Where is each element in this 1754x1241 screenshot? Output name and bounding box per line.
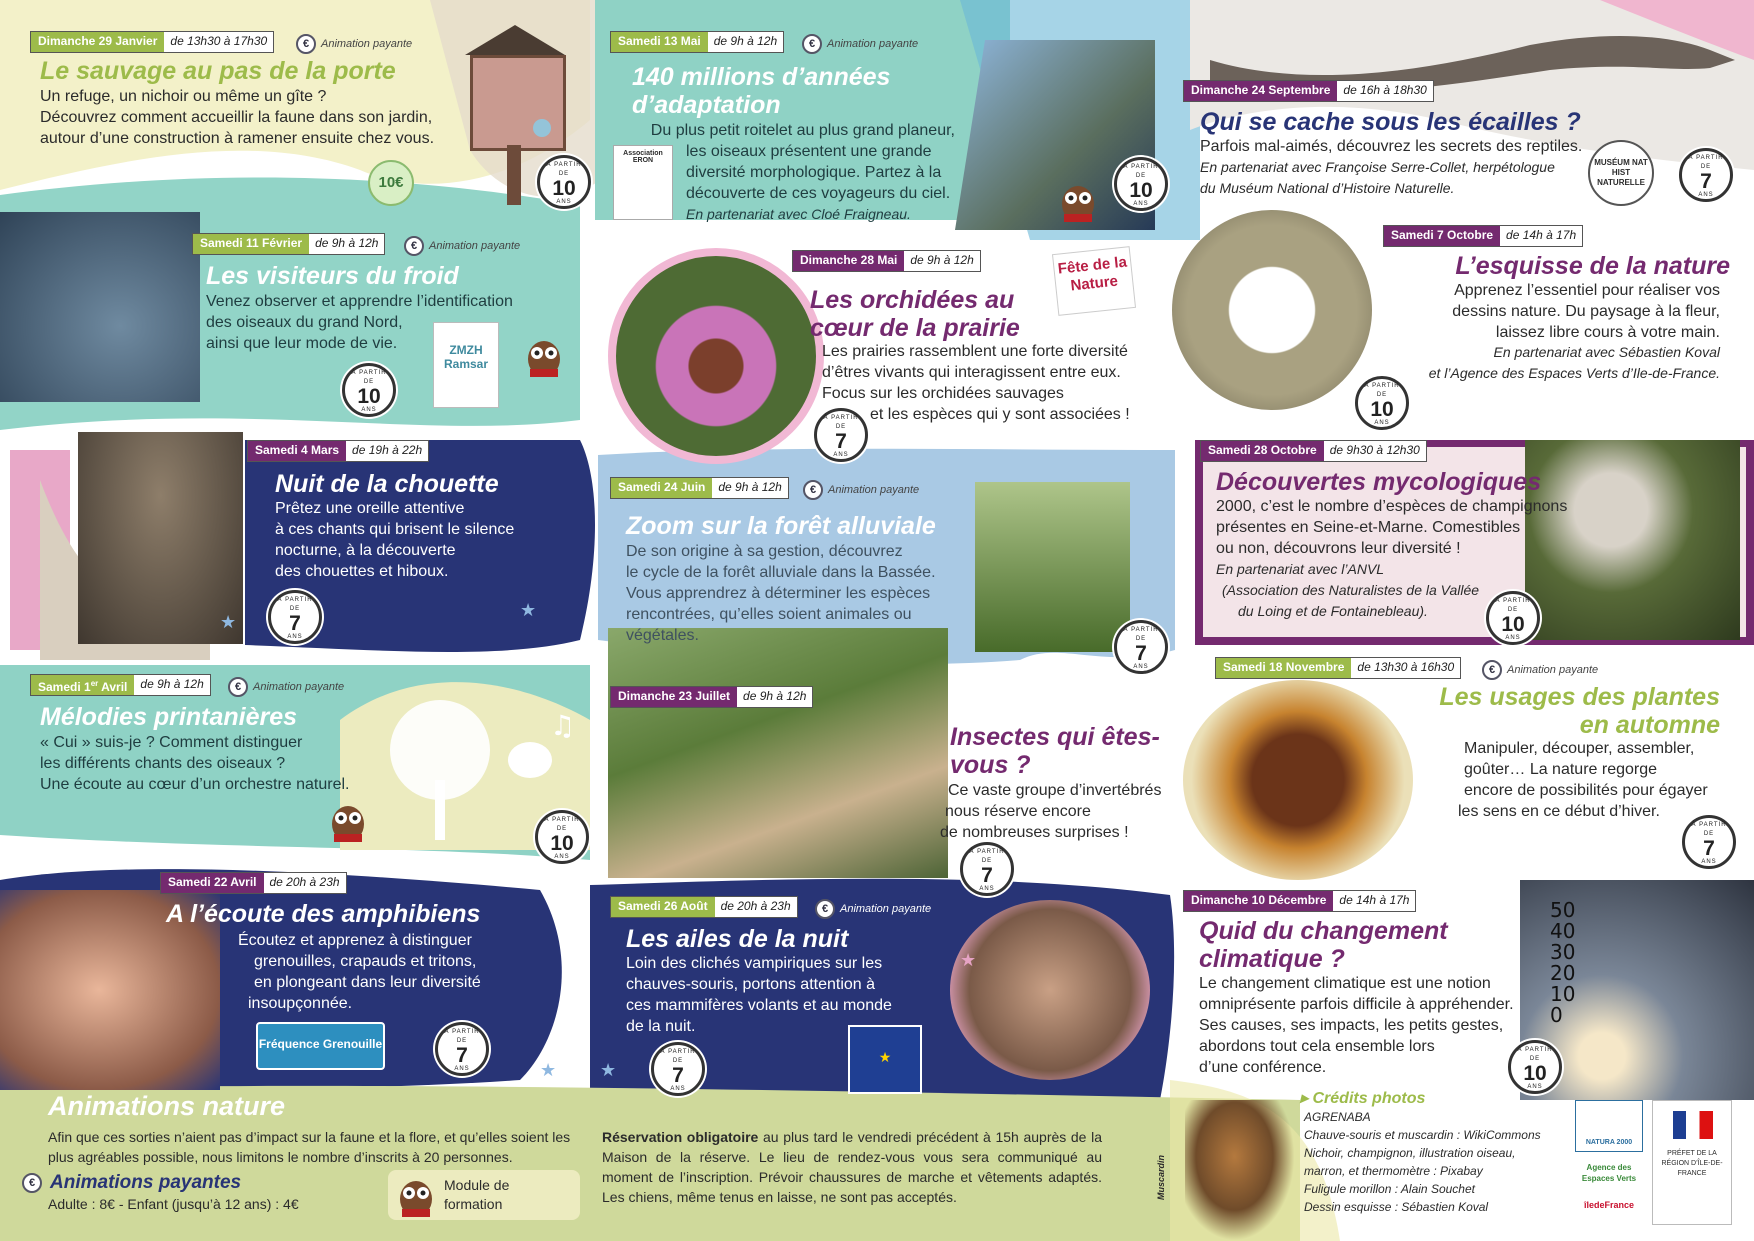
text-line: Un refuge, un nichoir ou même un gîte ? xyxy=(40,88,327,105)
sketch-photo xyxy=(1172,210,1372,410)
paid-indicator xyxy=(1482,660,1598,680)
age-value: 10 xyxy=(357,385,381,408)
euro-icon: € xyxy=(815,899,835,919)
event-date-badge xyxy=(1183,80,1434,102)
text-line: les oiseaux présentent une grande xyxy=(686,143,932,160)
age-top-label: À PARTIR DE xyxy=(1364,383,1400,398)
age-bottom-label: ANS xyxy=(287,634,303,640)
owl-icon xyxy=(328,800,368,844)
credit-line: AGRENABA xyxy=(1304,1110,1371,1124)
thermometer-tick: 20 xyxy=(1550,961,1576,985)
age-badge xyxy=(651,1042,705,1096)
reservation-text xyxy=(602,1127,1102,1207)
text-line: végétales. xyxy=(626,627,699,644)
thermometer-tick: 40 xyxy=(1550,919,1576,943)
event-description xyxy=(630,120,955,225)
price-badge: 10€ xyxy=(368,160,414,206)
event-title: L’esquisse de la nature xyxy=(1455,252,1730,280)
text-line: nocturne, à la découverte xyxy=(275,542,456,559)
age-value: 7 xyxy=(672,1064,684,1087)
event-hours: de 9h à 12h xyxy=(904,251,979,271)
thermometer-tick: 30 xyxy=(1550,940,1576,964)
credits-list xyxy=(1304,1108,1541,1216)
event-title: Les visiteurs du froid xyxy=(206,262,459,290)
event-date: Dimanche 29 Janvier xyxy=(31,32,164,52)
event-date-badge xyxy=(610,477,789,499)
event-title: A l’écoute des amphibiens xyxy=(166,900,481,928)
paid-label: Animation payante xyxy=(321,38,413,50)
credit-line: Chauve-souris et muscardin : WikiCommons xyxy=(1304,1128,1541,1142)
event-description xyxy=(275,498,514,582)
event-title: Insectes qui êtes-vous ? xyxy=(950,723,1160,779)
event-date: Samedi 4 Mars xyxy=(248,441,346,461)
age-top-label: À PARTIR DE xyxy=(1688,155,1724,170)
age-top-label: À PARTIR DE xyxy=(546,162,582,177)
event-hours: de 9h à 12h xyxy=(712,478,787,498)
paid-label: Animation payante xyxy=(253,681,345,693)
event-description xyxy=(1200,136,1582,199)
text-line: Parfois mal-aimés, découvrez les secrets des reptiles. xyxy=(1200,138,1583,155)
text-line: Loin des clichés vampiriques sur les xyxy=(626,955,883,972)
price-list: Adulte : 8€ - Enfant (jusqu’à 12 ans) : 4€ xyxy=(48,1196,299,1212)
euro-icon: € xyxy=(1482,660,1502,680)
age-top-label: À PARTIR DE xyxy=(1691,822,1727,837)
age-value: 10 xyxy=(1370,398,1394,421)
duck-photo xyxy=(0,212,200,402)
text-line: goûter… La nature regorge xyxy=(1464,761,1658,778)
event-date-badge xyxy=(1215,657,1461,679)
event-hours: de 9h à 12h xyxy=(708,32,783,52)
footer-intro: Afin que ces sorties n’aient pas d’impact sur la faune et la flore, et qu’elles soient les plus agréables possible, nous limitons le nombre d’inscrits à 20 personnes. xyxy=(48,1129,571,1165)
partner-text: En partenariat avec l’ANVL xyxy=(1216,561,1385,577)
text-line: nous réserve encore xyxy=(945,803,1091,820)
age-value: 7 xyxy=(1135,642,1147,665)
event-date: Samedi 11 Février xyxy=(193,234,309,254)
chestnut-photo xyxy=(1183,680,1413,880)
event-date: Dimanche 23 Juillet xyxy=(611,687,737,707)
thermometer-tick: 0 xyxy=(1550,1003,1563,1027)
age-badge xyxy=(537,155,591,209)
event-hours: de 19h à 22h xyxy=(346,441,428,461)
text-line: découverte de ces voyageurs du ciel. xyxy=(686,185,951,202)
paid-label: Animation payante xyxy=(827,38,919,50)
text-line: Prêtez une oreille attentive xyxy=(275,500,465,517)
museum-logo: MUSÉUM NAT HIST NATURELLE xyxy=(1588,140,1654,206)
fete-de-la-nature-logo: Fête de la Nature xyxy=(1052,246,1136,316)
paid-label: Animation payante xyxy=(429,240,521,252)
age-value: 10 xyxy=(550,832,574,855)
text-line: en plongeant dans leur diversité xyxy=(254,974,481,991)
event-date: Samedi 7 Octobre xyxy=(1384,226,1500,246)
event-date-badge xyxy=(610,686,813,708)
credits-title: ▸ Crédits photos xyxy=(1300,1090,1426,1107)
age-badge xyxy=(1486,591,1540,645)
age-bottom-label: ANS xyxy=(670,1086,686,1092)
age-bottom-label: ANS xyxy=(1374,420,1390,426)
credit-line: marron, et thermomètre : Pixabay xyxy=(1304,1164,1483,1178)
text-line: les sens en ce début d’hiver. xyxy=(1458,803,1660,820)
age-bottom-label: ANS xyxy=(1527,1084,1543,1090)
owl-icon xyxy=(1058,180,1098,224)
text-line: des chouettes et hiboux. xyxy=(275,563,449,580)
text-line: chauves-souris, portons attention à xyxy=(626,976,876,993)
paid-indicator xyxy=(803,480,919,500)
text-line: Venez observer et apprendre l’identification xyxy=(206,293,513,310)
age-top-label: À PARTIR DE xyxy=(969,849,1005,864)
age-top-label: À PARTIR DE xyxy=(660,1049,696,1064)
date-superscript: er xyxy=(90,679,99,688)
credits-title-text: Crédits photos xyxy=(1312,1090,1426,1107)
paid-label: Animation payante xyxy=(1507,664,1599,676)
event-hours: de 14h à 17h xyxy=(1333,891,1415,911)
event-date: Samedi 13 Mai xyxy=(611,32,708,52)
text-line: ainsi que leur mode de vie. xyxy=(206,335,398,352)
text-line: ces mammifères volants et au monde xyxy=(626,997,892,1014)
event-date-badge xyxy=(30,674,211,696)
aev-logo: Agence des Espaces Verts xyxy=(1575,1158,1643,1196)
text-line: les différents chants des oiseaux ? xyxy=(40,755,286,772)
text-line: d’une conférence. xyxy=(1199,1059,1327,1076)
text-line: laissez libre cours à votre main. xyxy=(1495,324,1720,341)
age-value: 10 xyxy=(1129,179,1153,202)
text-line: encore de possibilités pour égayer xyxy=(1464,782,1708,799)
text-line: Du plus petit roitelet au plus grand planeur, xyxy=(650,122,955,139)
text-line: Découvrez comment accueillir la faune dans son jardin, xyxy=(40,109,433,126)
event-hours: de 14h à 17h xyxy=(1500,226,1582,246)
module-label: Module de formation xyxy=(444,1177,510,1212)
paid-label: Animation payante xyxy=(840,903,932,915)
euro-icon: € xyxy=(228,677,248,697)
euro-icon: € xyxy=(803,480,823,500)
event-description xyxy=(940,780,1180,843)
credit-line: Fuligule morillon : Alain Souchet xyxy=(1304,1182,1475,1196)
event-title: Zoom sur la forêt alluviale xyxy=(626,512,936,540)
event-date: Dimanche 10 Décembre xyxy=(1184,891,1333,911)
thermometer-tick: 10 xyxy=(1550,982,1576,1006)
text-line: diversité morphologique. Partez à la xyxy=(686,164,942,181)
age-top-label: À PARTIR DE xyxy=(277,597,313,612)
event-description xyxy=(626,541,959,646)
age-value: 7 xyxy=(289,612,301,635)
association-eron-logo: Association ERON xyxy=(613,145,673,220)
text-line: des oiseaux du grand Nord, xyxy=(206,314,403,331)
paid-indicator xyxy=(228,677,344,697)
age-bottom-label: ANS xyxy=(1698,192,1714,198)
dormouse-photo xyxy=(1185,1100,1295,1241)
text-line: Vous apprendrez à déterminer les espèces xyxy=(626,585,931,602)
age-top-label: À PARTIR DE xyxy=(1495,598,1531,613)
age-badge xyxy=(342,363,396,417)
frequence-grenouille-logo: Fréquence Grenouille xyxy=(256,1022,385,1070)
partner-text: (Association des Naturalistes de la Vallée xyxy=(1222,582,1480,598)
partner-text: du Muséum National d’Histoire Naturelle. xyxy=(1200,180,1455,196)
age-top-label: À PARTIR DE xyxy=(444,1029,480,1044)
event-date: Dimanche 28 Mai xyxy=(793,251,904,271)
event-description xyxy=(40,732,350,795)
event-hours: de 9h à 12h xyxy=(134,675,209,695)
orchid-photo xyxy=(608,248,824,464)
credit-line: Nichoir, champignon, illustration oiseau, xyxy=(1304,1146,1516,1160)
event-title: Qui se cache sous les écailles ? xyxy=(1200,108,1581,136)
age-top-label: À PARTIR DE xyxy=(1517,1047,1553,1062)
event-hours: de 9h à 12h xyxy=(309,234,384,254)
muscardin-caption: Muscardin xyxy=(1156,1154,1166,1200)
age-top-label: À PARTIR DE xyxy=(1123,627,1159,642)
text-line: « Cui » suis-je ? Comment distinguer xyxy=(40,734,303,751)
age-badge xyxy=(1114,157,1168,211)
partner-text: et l’Agence des Espaces Verts d’Ile-de-France. xyxy=(1428,365,1720,381)
partner-text: En partenariat avec Sébastien Koval xyxy=(1493,344,1720,360)
age-badge xyxy=(435,1022,489,1076)
forest-photo xyxy=(975,482,1130,652)
age-badge xyxy=(268,590,322,644)
event-partner xyxy=(1380,342,1720,384)
event-title: Les ailes de la nuit xyxy=(626,925,849,953)
text-line: ou non, découvrons leur diversité ! xyxy=(1216,540,1461,557)
owl-photo xyxy=(78,432,243,644)
age-value: 7 xyxy=(456,1044,468,1067)
owl-icon xyxy=(396,1175,436,1219)
star-icon: ★ xyxy=(540,1060,557,1080)
star-icon: ★ xyxy=(600,1060,617,1080)
age-value: 10 xyxy=(552,177,576,200)
age-value: 7 xyxy=(1703,837,1715,860)
age-bottom-label: ANS xyxy=(554,854,570,860)
event-date: Samedi 22 Avril xyxy=(161,873,264,893)
text-line: Ce vaste groupe d’invertébrés xyxy=(948,782,1162,799)
age-badge xyxy=(1682,815,1736,869)
euro-icon: € xyxy=(296,34,316,54)
svg-text:♫: ♫ xyxy=(550,709,576,742)
text-line: Focus sur les orchidées sauvages xyxy=(822,385,1064,402)
age-bottom-label: ANS xyxy=(454,1066,470,1072)
event-date-badge xyxy=(1200,440,1427,462)
text-line: Apprenez l’essentiel pour réaliser vos xyxy=(1454,282,1720,299)
text-line: 2000, c’est le nombre d’espèces de champignons xyxy=(1216,498,1568,515)
age-badge xyxy=(1508,1040,1562,1094)
zmzh-ramsar-logo: ZMZH Ramsar xyxy=(433,322,499,408)
event-title: Découvertes mycologiques xyxy=(1216,468,1542,496)
text-line: grenouilles, crapauds et tritons, xyxy=(254,953,477,970)
text-line: Ses causes, ses impacts, les petits gestes, xyxy=(1199,1017,1504,1034)
text-line: et les espèces qui y sont associées ! xyxy=(870,406,1130,423)
prefet-logo xyxy=(1652,1100,1732,1225)
text-line: dessins nature. Du paysage à la fleur, xyxy=(1452,303,1720,320)
event-date-month: Avril xyxy=(98,680,128,694)
text-line: rencontrées, qu’elles soient animales ou xyxy=(626,606,912,623)
star-icon: ★ xyxy=(520,600,537,620)
text-line: Les prairies rassemblent une forte diversité xyxy=(822,343,1128,360)
age-bottom-label: ANS xyxy=(361,407,377,413)
paid-legend xyxy=(22,1172,241,1194)
text-line: d’êtres vivants qui interagissent entre eux. xyxy=(822,364,1121,381)
event-title: Nuit de la chouette xyxy=(275,470,499,498)
age-badge xyxy=(1355,376,1409,430)
event-title: Les orchidées au cœur de la prairie xyxy=(810,286,1020,342)
event-hours: de 9h30 à 12h30 xyxy=(1324,441,1426,461)
event-hours: de 13h30 à 16h30 xyxy=(1351,658,1460,678)
euro-icon: € xyxy=(22,1173,42,1193)
event-description xyxy=(238,930,481,1014)
age-bottom-label: ANS xyxy=(1133,201,1149,207)
insect-hunt-photo xyxy=(608,628,948,878)
paid-label: Animation payante xyxy=(828,484,920,496)
event-hours: de 13h30 à 17h30 xyxy=(164,32,273,52)
owl-icon xyxy=(524,335,564,379)
partner-text: du Loing et de Fontainebleau). xyxy=(1238,603,1428,619)
event-description xyxy=(1458,738,1708,822)
event-date-badge xyxy=(610,31,784,53)
age-value: 10 xyxy=(1523,1062,1547,1085)
text-line: de nombreuses surprises ! xyxy=(940,824,1129,841)
event-date: Samedi 24 Juin xyxy=(611,478,712,498)
age-bottom-label: ANS xyxy=(1133,664,1149,670)
natura2000-logo: NATURA 2000 xyxy=(1575,1100,1643,1152)
event-date: Samedi 28 Octobre xyxy=(1201,441,1324,461)
event-date-badge xyxy=(1383,225,1583,247)
age-top-label: À PARTIR DE xyxy=(823,415,859,430)
paid-indicator xyxy=(296,34,412,54)
reservation-bold: Réservation obligatoire xyxy=(602,1129,759,1145)
event-date-badge xyxy=(247,440,429,462)
event-date: Samedi 26 Août xyxy=(611,897,715,917)
age-top-label: À PARTIR DE xyxy=(351,370,387,385)
age-bottom-label: ANS xyxy=(1701,859,1717,865)
text-line: Le changement climatique est une notion xyxy=(1199,975,1491,992)
euro-icon: € xyxy=(802,34,822,54)
event-description xyxy=(1199,973,1514,1078)
paid-indicator xyxy=(404,236,520,256)
paid-indicator xyxy=(802,34,918,54)
event-hours: de 20h à 23h xyxy=(264,873,346,893)
event-title: 140 millions d’années d’adaptation xyxy=(632,63,891,119)
event-title: Quid du changement climatique ? xyxy=(1199,917,1448,973)
age-value: 7 xyxy=(981,864,993,887)
event-date-badge xyxy=(192,233,385,255)
prefet-text: PRÉFET DE LA RÉGION D’ÎLE-DE-FRANCE xyxy=(1661,1150,1723,1177)
event-title: Mélodies printanières xyxy=(40,703,298,731)
event-date-badge xyxy=(30,31,274,53)
text-line: insoupçonnée. xyxy=(248,995,353,1012)
star-icon: ★ xyxy=(220,612,237,632)
age-bottom-label: ANS xyxy=(556,199,572,205)
event-description xyxy=(1420,280,1720,343)
event-date: Samedi 18 Novembre xyxy=(1216,658,1351,678)
paid-legend-title: Animations payantes xyxy=(50,1172,242,1193)
text-line: omniprésente parfois difficile à appréhender. xyxy=(1199,996,1514,1013)
text-line: de la nuit. xyxy=(626,1018,696,1035)
text-line: abordons tout cela ensemble lors xyxy=(1199,1038,1435,1055)
eu-flag-logo: ★ xyxy=(848,1025,922,1094)
text-line: Manipuler, découper, assembler, xyxy=(1464,740,1695,757)
age-bottom-label: ANS xyxy=(979,886,995,892)
event-hours: de 9h à 12h xyxy=(737,687,812,707)
event-date-badge xyxy=(160,872,347,894)
iledefrance-logo: îledeFrance xyxy=(1583,1200,1635,1210)
text-line: à ces chants qui brisent le silence xyxy=(275,521,515,538)
text-line: Écoutez et apprenez à distinguer xyxy=(238,932,472,949)
text-line: De son origine à sa gestion, découvrez xyxy=(626,543,903,560)
age-value: 7 xyxy=(835,430,847,453)
module-legend xyxy=(388,1170,580,1220)
event-title: Le sauvage au pas de la porte xyxy=(40,57,396,85)
event-date-badge xyxy=(610,896,798,918)
text-line: Une écoute au cœur d’un orchestre naturel. xyxy=(40,776,350,793)
paid-indicator xyxy=(815,899,931,919)
footer-title: Animations nature xyxy=(48,1091,286,1121)
bat-photo xyxy=(950,900,1150,1080)
age-top-label: À PARTIR DE xyxy=(544,817,580,832)
age-bottom-label: ANS xyxy=(1505,635,1521,641)
event-hours: de 16h à 18h30 xyxy=(1337,81,1432,101)
age-value: 7 xyxy=(1700,170,1712,193)
age-badge xyxy=(960,842,1014,896)
text-line: autour d’une construction à ramener ensuite chez vous. xyxy=(40,130,435,147)
event-date: Samedi 1 xyxy=(38,680,91,694)
age-badge xyxy=(535,810,589,864)
thermometer-tick: 50 xyxy=(1550,898,1576,922)
event-date-badge xyxy=(792,250,981,272)
event-hours: de 20h à 23h xyxy=(715,897,797,917)
event-description xyxy=(822,341,1130,425)
text-line: présentes en Seine-et-Marne. Comestibles xyxy=(1216,519,1521,536)
partner-text: En partenariat avec Françoise Serre-Collet, herpétologue xyxy=(1200,159,1555,175)
credit-line: Dessin esquisse : Sébastien Koval xyxy=(1304,1200,1489,1214)
star-icon: ★ xyxy=(960,950,977,970)
age-badge xyxy=(1679,148,1733,202)
age-bottom-label: ANS xyxy=(833,452,849,458)
reservation-body: au plus tard le vendredi précédent à 15h auprès de la Maison de la réserve. Le lieu de rendez-vous vous sera communiqué au moment de l’inscription. Prévoir chaussures de marche et vêtements adaptés. Les chiens, même tenus en laisse, ne sont pas acceptés. xyxy=(602,1129,1103,1205)
age-top-label: À PARTIR DE xyxy=(1123,164,1159,179)
event-title: Les usages des plantes en automne xyxy=(1439,683,1720,739)
event-date-badge xyxy=(1183,890,1416,912)
event-date: Dimanche 24 Septembre xyxy=(1184,81,1337,101)
age-badge xyxy=(814,408,868,462)
event-description xyxy=(40,86,434,149)
age-badge xyxy=(1114,620,1168,674)
partner-text: En partenariat avec Cloé Fraigneau. xyxy=(686,206,911,222)
euro-icon: € xyxy=(404,236,424,256)
text-line: le cycle de la forêt alluviale dans la Bassée. xyxy=(626,564,936,581)
age-value: 10 xyxy=(1501,613,1525,636)
